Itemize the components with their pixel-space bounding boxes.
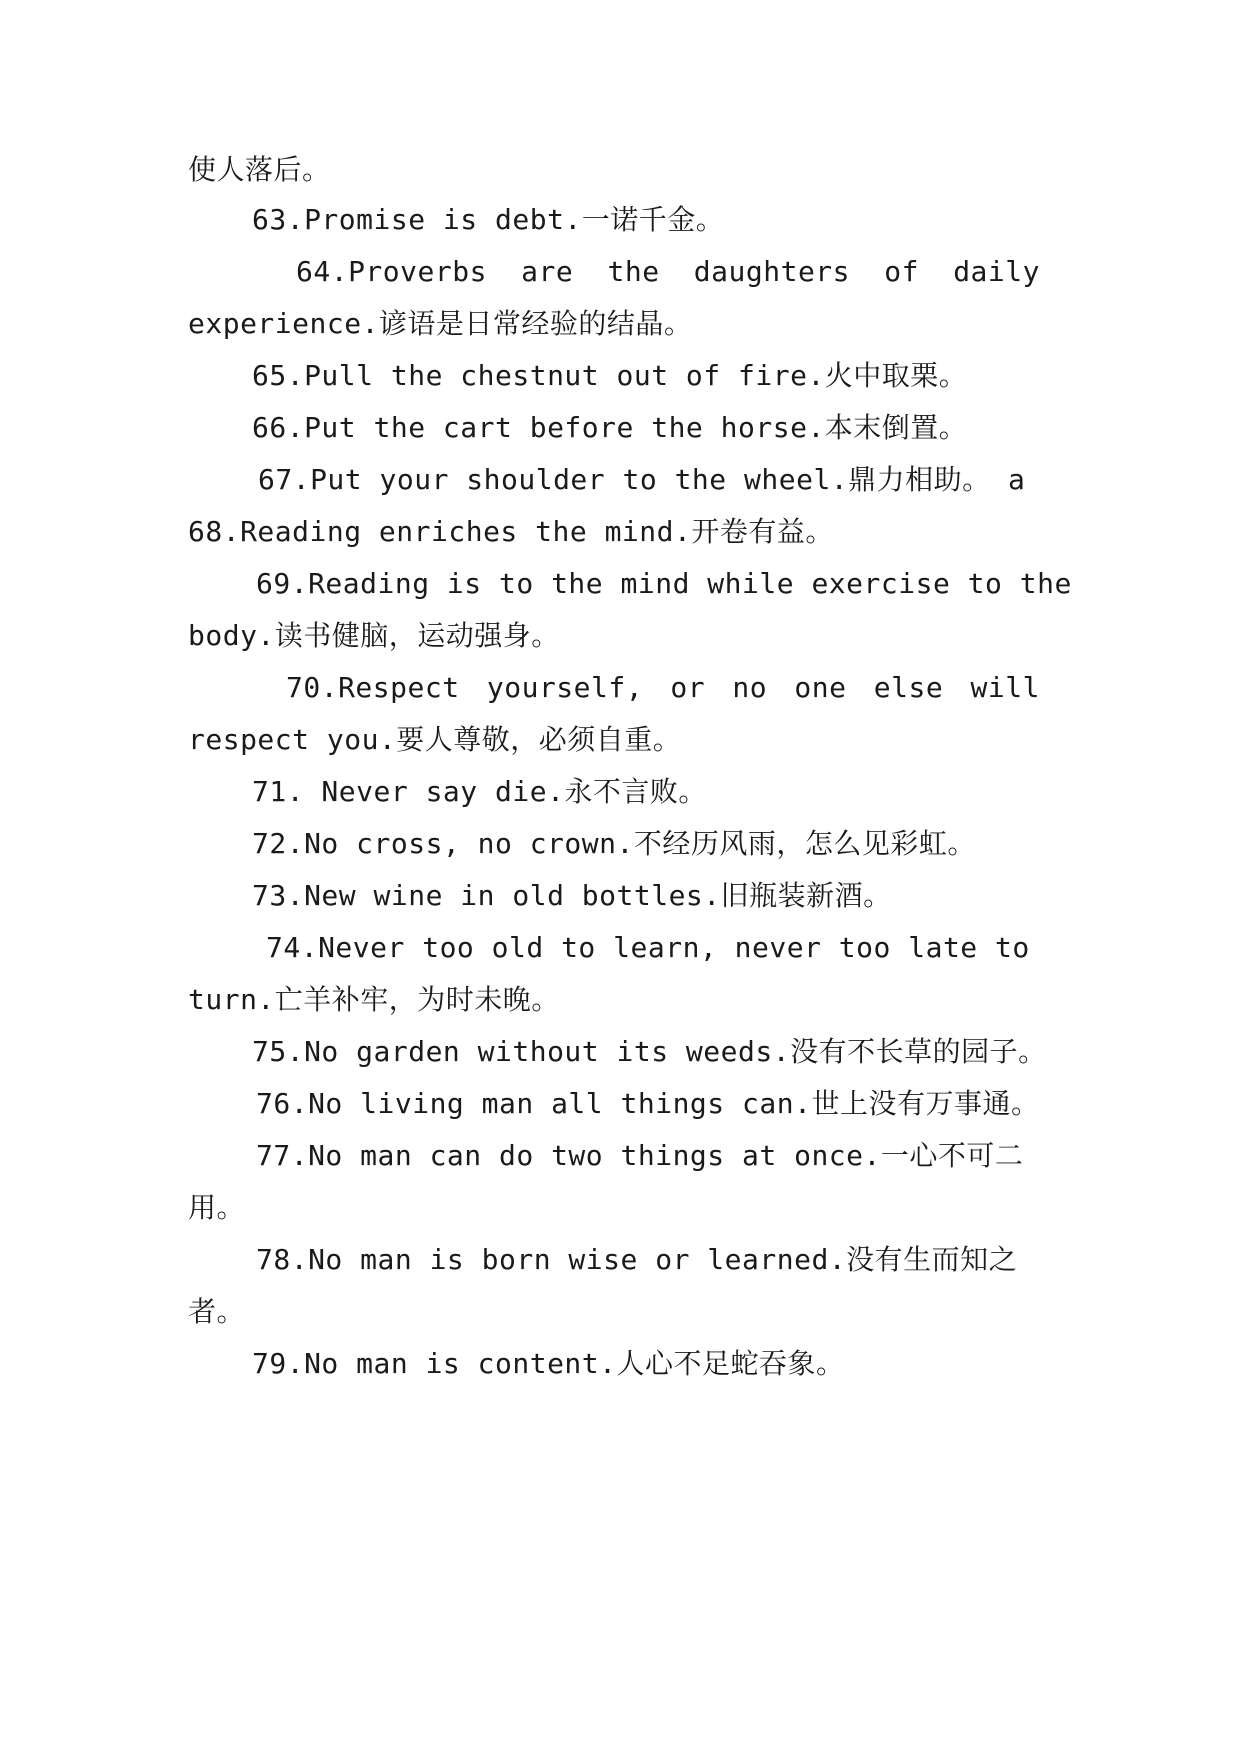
word: daughters — [693, 255, 851, 288]
word: the — [607, 255, 660, 288]
word: will — [970, 671, 1040, 704]
word: one — [794, 671, 847, 704]
word: 70.Respect — [286, 671, 460, 704]
word: daily — [953, 255, 1040, 288]
proverb-77: 77.No man can do two things at once.一心不可二 — [256, 1139, 1024, 1172]
proverb-73: 73.New wine in old bottles.旧瓶装新酒。 — [252, 879, 892, 912]
proverb-66: 66.Put the cart before the horse.本末倒置。 — [252, 411, 968, 444]
word: of — [884, 255, 919, 288]
proverb-71: 71. Never say die.永不言败。 — [252, 775, 707, 808]
word: no — [732, 671, 768, 704]
text-line: experience.谚语是日常经验的结晶。 — [188, 307, 693, 340]
word: 64.Proverbs — [296, 255, 487, 288]
text-line: 者。 — [188, 1295, 246, 1328]
text-line: 用。 — [188, 1191, 246, 1224]
proverb-67: 67.Put your shoulder to the wheel.鼎力相助。 a — [258, 463, 1026, 496]
proverb-70 — [286, 668, 1040, 708]
proverb-76: 76.No living man all things can.世上没有万事通。 — [256, 1087, 1040, 1120]
word: are — [521, 255, 574, 288]
word: yourself, — [486, 671, 644, 704]
proverb-65: 65.Pull the chestnut out of fire.火中取栗。 — [252, 359, 968, 392]
proverb-74: 74.Never too old to learn, never too late to — [266, 931, 1030, 964]
text-line: 使人落后。 — [188, 153, 331, 186]
proverb-68: 68.Reading enriches the mind.开卷有益。 — [188, 515, 834, 548]
proverb-64 — [296, 252, 1040, 292]
proverb-78: 78.No man is born wise or learned.没有生而知之 — [256, 1243, 1018, 1276]
text-line: respect you.要人尊敬，必须自重。 — [188, 723, 682, 756]
proverb-69: 69.Reading is to the mind while exercise to the — [256, 567, 1072, 600]
word: else — [873, 671, 944, 704]
proverb-79: 79.No man is content.人心不足蛇吞象。 — [252, 1347, 845, 1380]
text-line: turn.亡羊补牢，为时未晚。 — [188, 983, 560, 1016]
proverb-72: 72.No cross, no crown.不经历风雨，怎么见彩虹。 — [252, 827, 976, 860]
text-line: body.读书健脑，运动强身。 — [188, 619, 560, 652]
proverb-75: 75.No garden without its weeds.没有不长草的园子。 — [252, 1035, 1047, 1068]
proverb-63: 63.Promise is debt.一诺千金。 — [252, 203, 725, 236]
word: or — [670, 671, 706, 704]
